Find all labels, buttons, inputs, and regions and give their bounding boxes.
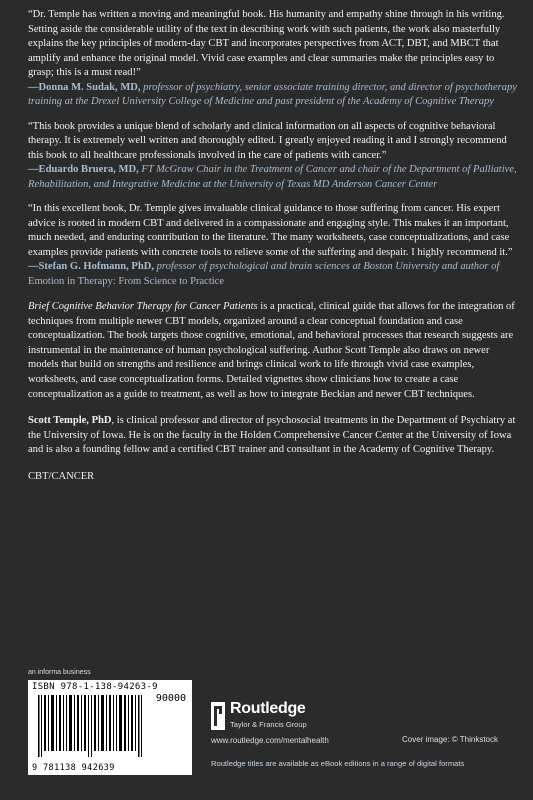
quote-author: —Stefan G. Hofmann, PhD, xyxy=(28,261,154,272)
publisher-name: Routledge xyxy=(230,700,306,717)
quote-text: “This book provides a unique blend of scholarly and clinical information on all aspects of cognitive behavioral therapy. It is extremely well written and thoroughly edited. I greatly enjoyed reading it and I strongly recommend this book to all healthcare professionals involved in the care of patients with cancer.” xyxy=(28,120,507,161)
price-code: 90000 xyxy=(155,693,186,704)
endorsement-quote xyxy=(28,120,517,193)
quote-attribution xyxy=(28,260,517,289)
ebook-note: Routledge titles are available as eBook editions in a range of digital formats xyxy=(211,759,465,768)
isbn-barcode xyxy=(28,680,192,775)
quote-text: “In this excellent book, Dr. Temple gives invaluable clinical guidance to those suffering from cancer. His expert advice is rooted in modern CBT and delivered in a compassionate and engaging style. This makes it an important, much needed, and enduring contribution to the literature. The many worksheets, case conceptualizations, and case examples provide patients with concrete tools to relieve some of the suffering and despair. I highly recommend it.” xyxy=(28,203,513,258)
author-bio-text: , is clinical professor and director of psychosocial treatments in the Department of Psychiatry at the University of Iowa. He is on the faculty in the Holden Comprehensive Cancer Center at the University of Iowa and is also a founding fellow and a certified CBT trainer and consultant in the Academy of Cognitive Therapy. xyxy=(28,415,516,456)
barcode-digits: 9 781138 942639 xyxy=(32,763,115,773)
routledge-r-icon xyxy=(211,702,225,730)
book-description xyxy=(28,300,517,402)
publisher-logo xyxy=(211,700,371,740)
quote-author: —Donna M. Sudak, MD, xyxy=(28,81,141,93)
endorsement-quote xyxy=(28,202,517,289)
quote-affiliation: FT McGraw Chair in the Treatment of Cancer and chair of the Department of Palliative, Rehabilitation, and Integrative Medicine at the University of Texas MD Anderson Cancer Center xyxy=(28,164,517,190)
author-bio xyxy=(28,414,517,458)
barcode-bars xyxy=(32,695,152,757)
quote-text: “Dr. Temple has written a moving and meaningful book. His humanity and empathy shine through in his writing. Setting aside the considerable utility of the text in describing work with such patients, the work also masterfully explains the key principles of modern-day CBT and incorporates perspectives from ACT, DBT, and MBCT that amplify and enhance the original model. Vivid case examples and clear summaries make the principles easy to grasp; this is a must read!” xyxy=(28,9,505,78)
subject-category: CBT/CANCER xyxy=(28,470,95,482)
quote-author: —Eduardo Bruera, MD, xyxy=(28,164,139,175)
book-title: Brief Cognitive Behavior Therapy for Cancer Patients xyxy=(28,301,258,312)
isbn-text: ISBN 978-1-138-94263-9 xyxy=(32,682,158,692)
quote-affiliation: professor of psychiatry, senior associate training director, and director of psychotherapy training at the Drexel University College of Medicine and past president of the Academy of Cognitive Therapy xyxy=(28,81,517,107)
cover-credit: Cover image: © Thinkstock xyxy=(402,735,499,744)
publisher-group: Taylor & Francis Group xyxy=(230,720,307,729)
informa-label: an informa business xyxy=(28,669,91,676)
author-name: Scott Temple, PhD xyxy=(28,415,112,427)
quote-attribution xyxy=(28,163,517,192)
description-body: is a practical, clinical guide that allows for the integration of techniques from multiple newer CBT models, organized around a clear conceptual foundation and case conceptualization. The book targets those cognitive, emotional, and behavioral processes that research suggests are instrumental in the maintenance of human psychological suffering. Author Scott Temple also draws on newer models that build on strengths and resilience and brings clinical work to life through vivid case examples, worksheets, and case conceptualization forms. Detailed vignettes show clinicians how to create a case conceptualization as a guide to treatment, as well as how to integrate Beckian and newer CBT techniques. xyxy=(28,301,515,400)
endorsement-quote xyxy=(28,8,517,110)
quote-attribution xyxy=(28,81,517,110)
publisher-url[interactable]: www.routledge.com/mentalhealth xyxy=(211,736,329,745)
quote-affiliation: professor of psychological and brain sciences at Boston University and author of xyxy=(156,261,500,272)
back-cover-text xyxy=(28,8,517,482)
quote-book-title: Emotion in Therapy: From Science to Practice xyxy=(28,275,225,287)
